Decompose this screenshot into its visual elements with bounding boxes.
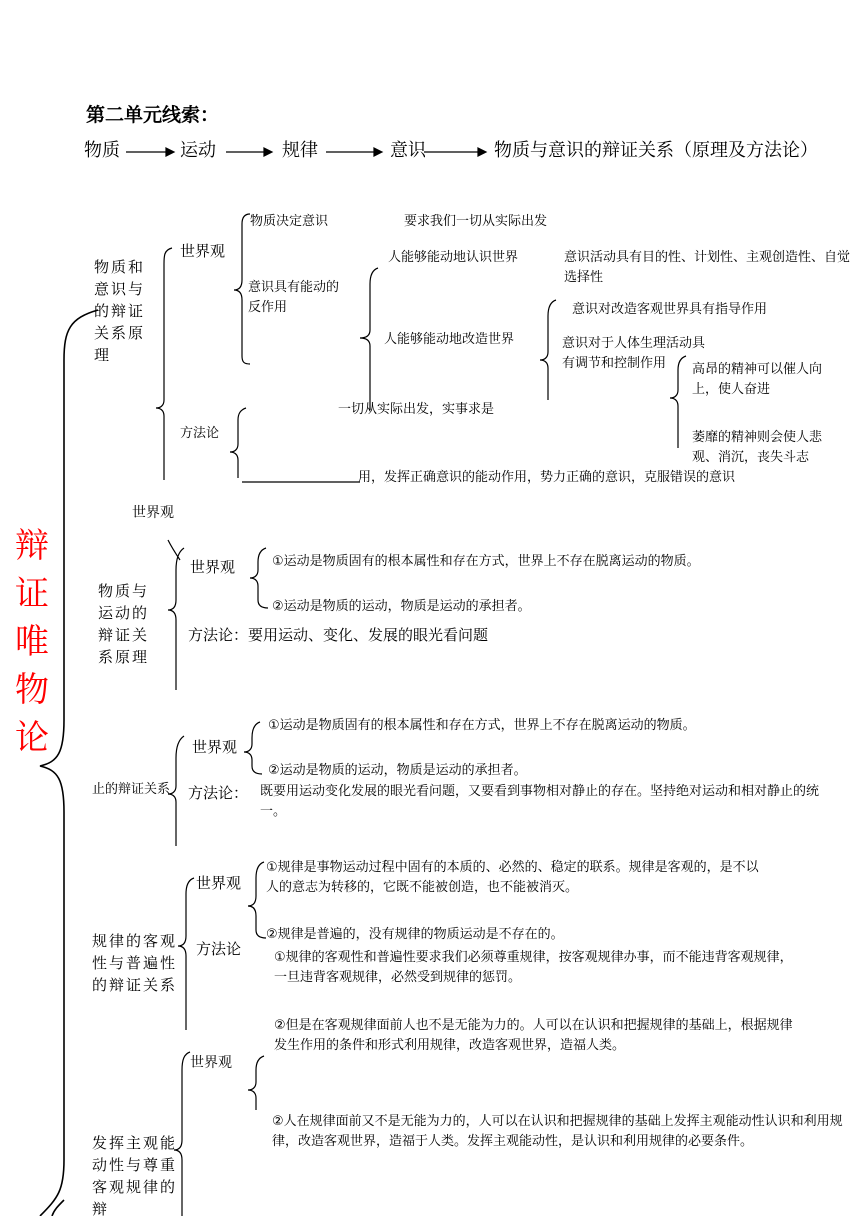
s1-b1: 人能够能动地认识世界 xyxy=(388,250,519,265)
s1-heading: 物质和意识与的辩证关系原理 xyxy=(94,258,146,364)
s3-method: 既要用运动变化发展的眼光看问题，又要看到事物相对静止的存在。坚持绝对运动和相对静止的统一。 xyxy=(260,784,820,819)
s4-p1: ①规律是事物运动过程中固有的本质的、必然的、稳定的联系。规律是客观的，是不以人的意志为转移的，它既不能被创造，也不能被消灭。 xyxy=(266,860,759,895)
s5-heading: 发挥主观能动性与尊重客观规律的辩 xyxy=(92,1134,178,1218)
s1-m1: 一切从实际出发，实事求是 xyxy=(338,402,495,417)
main-brace xyxy=(40,310,98,1216)
flow-item-4: 意识 xyxy=(390,140,426,161)
s4-m1: ①规律的客观性和普遍性要求我们必须尊重规律，按客观规律办事，而不能违背客观规律，一旦违背客观规律，必然受到规律的惩罚。 xyxy=(274,950,793,985)
s1-b2: 人能够能动地改造世界 xyxy=(384,332,515,347)
s5-shijieguan: 世界观 xyxy=(190,1055,232,1071)
s4-m2: ②但是在客观规律面前人也不是无能为力的。人可以在认识和把握规律的基础上，根据规律发生作用的条件和形式利用规律，改造客观世界，造福人类。 xyxy=(274,1018,793,1053)
page-title: 第二单元线索： xyxy=(86,104,220,126)
s3-heading: 止的辩证关系 xyxy=(92,782,171,797)
s1-a: 物质决定意识 xyxy=(250,214,329,229)
s2-shijieguan: 世界观 xyxy=(190,558,236,576)
s1-m2: 用，发挥正确意识的能动作用，势力正确的意识，克服错误的意识 xyxy=(358,470,736,485)
s2-p1: ①运动是物质固有的根本属性和存在方式，世界上不存在脱离运动的物质。 xyxy=(272,554,700,569)
s1-a-note: 要求我们一切从实际出发 xyxy=(404,214,548,229)
flow-item-5: 物质与意识的辩证关系（原理及方法论） xyxy=(494,140,818,161)
main-title-char: 物 xyxy=(15,670,49,710)
main-title-char: 证 xyxy=(15,574,49,614)
s4-shijieguan: 世界观 xyxy=(196,874,242,892)
s1-bottom: 世界观 xyxy=(132,505,174,521)
s2-heading: 物质与运动的辩证关系原理 xyxy=(98,582,150,666)
s2-p2: ②运动是物质的运动，物质是运动的承担者。 xyxy=(272,599,531,614)
s3-method-label: 方法论： xyxy=(188,784,249,802)
s4-heading: 规律的客观性与普遍性的辩证关系 xyxy=(92,932,178,994)
s4-fangfalun: 方法论 xyxy=(196,940,242,958)
flow-item-3: 规律 xyxy=(282,140,318,161)
s1-b2b: 意识对于人体生理活动具有调节和控制作用 xyxy=(562,336,706,371)
main-title xyxy=(12,522,52,762)
s5-p2: ②人在规律面前又不是无能为力的，人可以在认识和把握规律的基础上发挥主观能动性认识和利用规律，改造客观世界，造福于人类。发挥主观能动性，是认识和利用规律的必要条件。 xyxy=(272,1114,843,1149)
s3-p2: ②运动是物质的运动，物质是运动的承担者。 xyxy=(268,763,527,778)
flow-item-1: 物质 xyxy=(84,140,120,161)
s1-b1-note: 意识活动具有目的性、计划性、主观创造性、自觉选择性 xyxy=(564,250,851,285)
flow-item-2: 运动 xyxy=(180,140,216,161)
s1-b2b2: 萎靡的精神则会使人悲观、消沉，丧失斗志 xyxy=(692,430,823,465)
s2-method: 方法论：要用运动、变化、发展的眼光看问题 xyxy=(188,626,489,644)
s3-p1: ①运动是物质固有的根本属性和存在方式，世界上不存在脱离运动的物质。 xyxy=(268,718,696,733)
s4-p2: ②规律是普遍的，没有规律的物质运动是不存在的。 xyxy=(266,927,564,942)
s1-b2a: 意识对改造客观世界具有指导作用 xyxy=(572,302,768,317)
s1-fangfalun: 方法论 xyxy=(180,426,220,441)
main-title-char: 论 xyxy=(15,718,49,758)
main-title-char: 唯 xyxy=(15,622,49,662)
main-title-char: 辩 xyxy=(15,526,49,566)
s1-b: 意识具有能动的反作用 xyxy=(248,280,340,315)
s1-b2b1: 高昂的精神可以催人向上，使人奋进 xyxy=(692,362,823,397)
s1-shijieguan: 世界观 xyxy=(180,242,226,260)
s3-shijieguan: 世界观 xyxy=(192,738,238,756)
